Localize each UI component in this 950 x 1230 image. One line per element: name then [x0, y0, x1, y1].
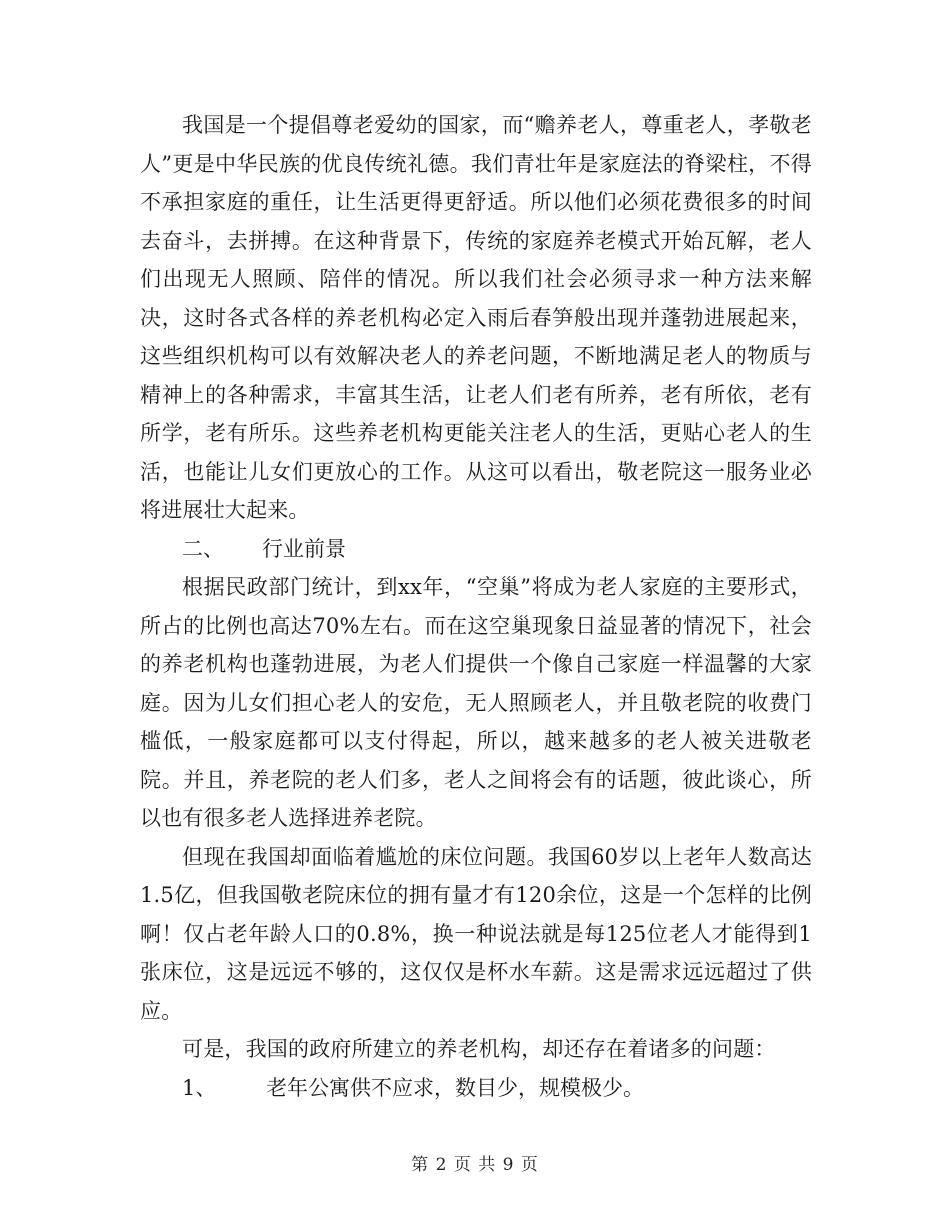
list-item-number: 1、 — [182, 1075, 217, 1100]
paragraph-intro: 我国是一个提倡尊老爱幼的国家，而“赡养老人，尊重老人，孝敬老人”更是中华民族的优良传统礼德。我们青壮年是家庭法的脊梁柱，不得不承担家庭的重任，让生活更得更舒适。所以他们必须花费很多的时间去奋斗，去拼搏。在这种背景下，传统的家庭养老模式开始瓦解，老人们出现无人照顾、陪伴的情况。所以我们社会必须寻求一种方法来解决，这时各式各样的养老机构必定入雨后春笋般出现并蓬勃进展起来，这些组织机构可以有效解决老人的养老问题，不断地满足老人的物质与精神上的各种需求，丰富其生活，让老人们老有所养，老有所依，老有所学，老有所乐。这些养老机构更能关注老人的生活，更贴心老人的生活，也能让儿女们更放心的工作。从这可以看出，敬老院这一服务业必将进展壮大起来。 — [140, 113, 812, 522]
document-body — [140, 106, 812, 1107]
paragraph-bed-problem: 但现在我国却面临着尴尬的床位问题。我国60岁以上老年人数高达1.5亿，但我国敬老院床位的拥有量才有120余位，这是一个怎样的比例啊！仅占老年龄人口的0.8%，换一种说法就是每125位老人才能得到1张床位，这是远远不够的，这仅仅是杯水车薪。这是需求远远超过了供应。 — [140, 844, 812, 1023]
section-heading — [140, 530, 812, 569]
section-heading-title: 行业前景 — [262, 536, 346, 561]
section-heading-number: 二、 — [182, 536, 224, 561]
list-item-text: 老年公寓供不应求，数目少，规模极少。 — [266, 1075, 644, 1100]
paragraph-issues-intro: 可是，我国的政府所建立的养老机构，却还存在着诸多的问题： — [182, 1037, 776, 1061]
page-footer: 第 2 页 共 9 页 — [411, 1155, 539, 1175]
paragraph-statistics: 根据民政部门统计，到xx年，“空巢”将成为老人家庭的主要形式，所占的比例也高达70%左右。而在这空巢现象日益显著的情况下，社会的养老机构也蓬勃进展，为老人们提供一个像自己家庭一样温馨的大家庭。因为儿女们担心老人的安危，无人照顾老人，并且敬老院的收费门槛低，一般家庭都可以支付得起，所以，越来越多的老人被关进敬老院。并且，养老院的老人们多，老人之间将会有的话题，彼此谈心，所以也有很多老人选择进养老院。 — [140, 575, 812, 830]
list-item — [140, 1069, 812, 1108]
